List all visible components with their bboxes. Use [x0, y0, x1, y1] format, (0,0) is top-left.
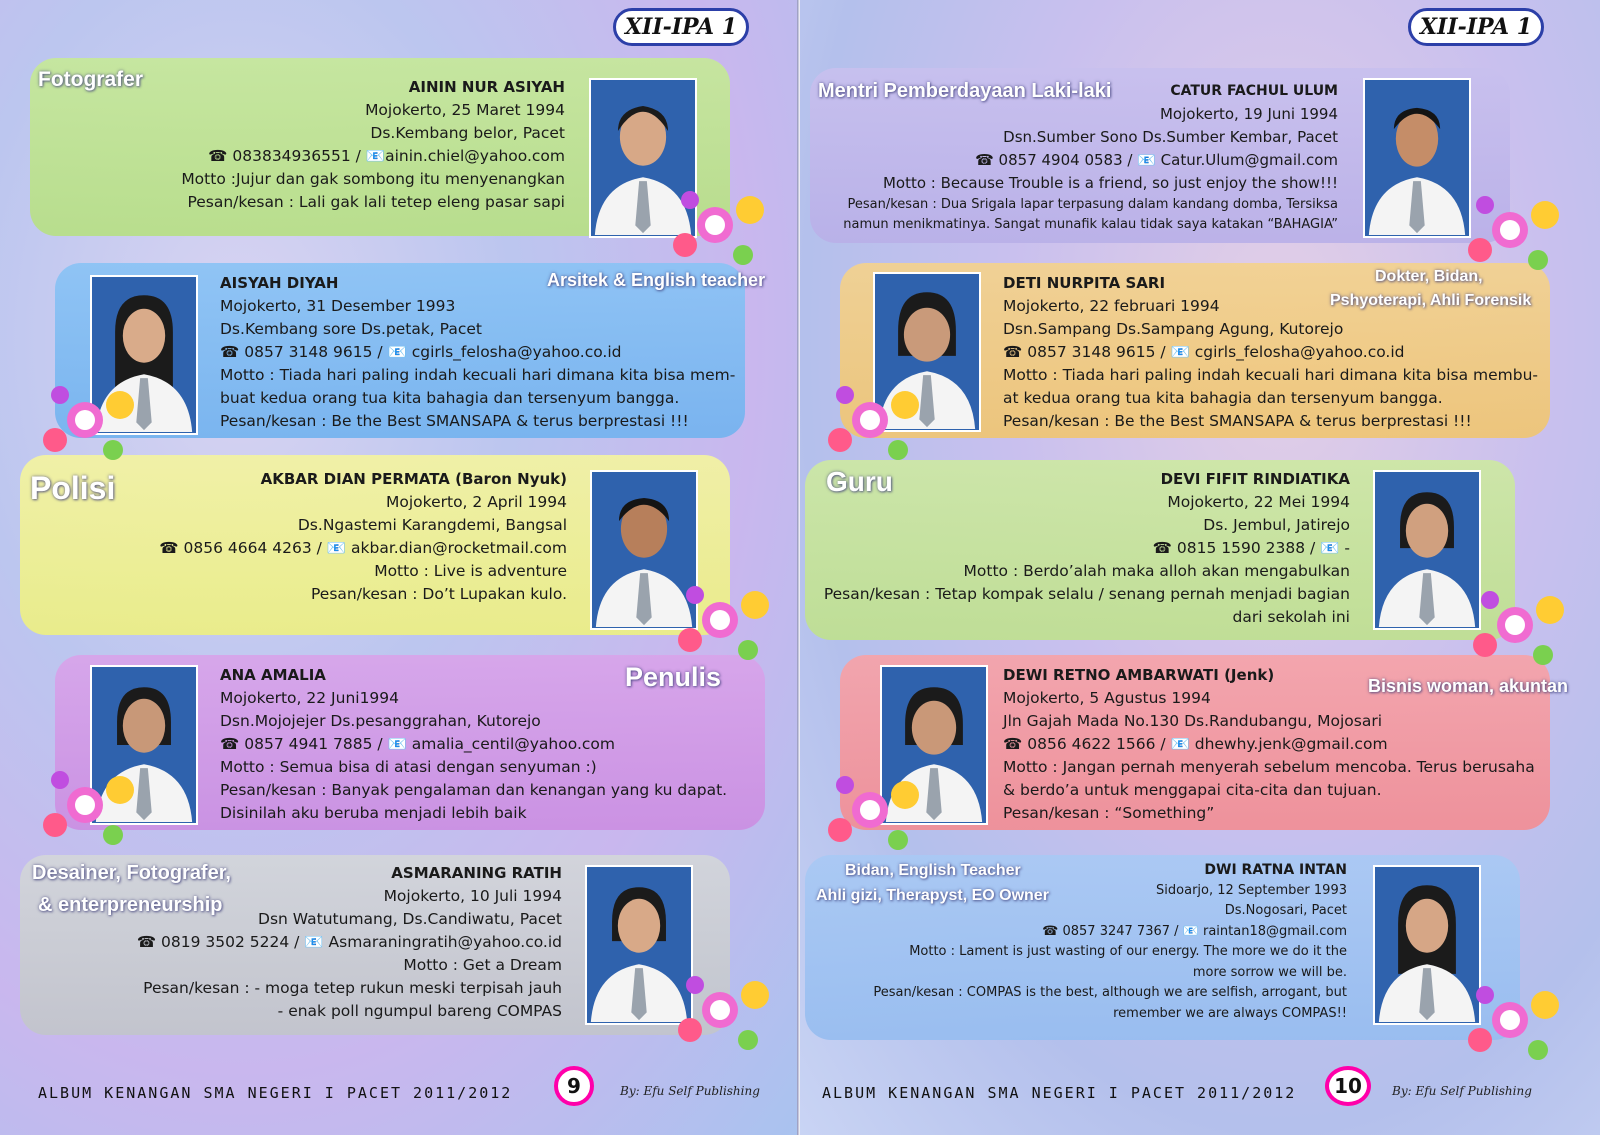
page-number: 9	[554, 1066, 594, 1106]
flower-decoration-icon	[1450, 960, 1570, 1080]
flower-decoration-icon	[25, 745, 145, 865]
career-label-2: Pshyoterapi, Ahli Forensik	[1330, 292, 1532, 309]
student-info	[159, 468, 567, 606]
student-name: DWI RATNA INTAN	[1204, 862, 1347, 878]
student-motto-cont: more sorrow we will be.	[1192, 964, 1347, 980]
student-info	[220, 664, 727, 825]
student-message-cont: dari sekolah ini	[1232, 608, 1350, 626]
student-name: CATUR FACHUL ULUM	[1170, 83, 1338, 99]
student-info	[873, 860, 1347, 1024]
footer-album-title: ALBUM KENANGAN SMA NEGERI I PACET 2011/2012	[822, 1084, 1297, 1102]
career-label-2: Ahli gizi, Therapyst, EO Owner	[816, 887, 1049, 904]
student-birth: Mojokerto, 5 Agustus 1994	[1003, 689, 1211, 707]
student-birth: Mojokerto, 22 februari 1994	[1003, 297, 1220, 315]
student-motto: Motto : Tiada hari paling indah kecuali hari dimana kita bisa mem-	[220, 366, 736, 384]
student-motto-cont: & berdo’a untuk menggapai cita-cita dan tujuan.	[1003, 781, 1382, 799]
student-message-cont: - enak poll ngumpul bareng COMPAS	[277, 1002, 562, 1020]
career-label: Dokter, Bidan,	[1375, 268, 1483, 285]
student-birth: Mojokerto, 22 Mei 1994	[1167, 493, 1350, 511]
career-label: Bisnis woman, akuntan	[1368, 676, 1569, 696]
flower-decoration-icon	[1450, 170, 1570, 290]
flower-decoration-icon	[810, 750, 930, 870]
page-number: 10	[1325, 1066, 1371, 1106]
career-label: Polisi	[30, 470, 116, 506]
student-birth: Mojokerto, 2 April 1994	[386, 493, 567, 511]
student-motto: Motto : Because Trouble is a friend, so just enjoy the show!!!	[882, 174, 1338, 192]
student-birth: Mojokerto, 31 Desember 1993	[220, 297, 456, 315]
student-message: Pesan/kesan : Lali gak lali tetep eleng pasar sapi	[187, 193, 565, 211]
student-name: ANA AMALIA	[220, 666, 326, 684]
student-message: Pesan/kesan : Banyak pengalaman dan kenangan yang ku dapat.	[220, 781, 728, 799]
student-contact: ☎ 0857 4941 7885 / 📧 amalia_centil@yahoo.com	[220, 735, 615, 753]
student-motto-cont: buat kedua orang tua kita bahagia dan tersenyum bangga.	[220, 389, 680, 407]
student-contact: ☎ 0856 4664 4263 / 📧 akbar.dian@rocketmail.com	[159, 539, 567, 557]
flower-decoration-icon	[25, 360, 145, 480]
right-page	[800, 0, 1600, 1135]
student-motto: Motto : Get a Dream	[403, 956, 562, 974]
student-message: Pesan/kesan : Do’t Lupakan kulo.	[311, 585, 567, 603]
student-message-cont: Disinilah aku beruba menjadi lebih baik	[220, 804, 527, 822]
flower-decoration-icon	[1455, 565, 1575, 685]
student-info	[1003, 272, 1538, 433]
student-contact: ☎ 0819 3502 5224 / 📧 Asmaraningratih@yahoo.co.id	[136, 933, 562, 951]
student-address: Dsn Watutumang, Ds.Candiwatu, Pacet	[258, 910, 562, 928]
career-label: Desainer, Fotografer,	[32, 862, 231, 884]
student-name: DEVI FIFIT RINDIATIKA	[1160, 470, 1350, 488]
student-message: Pesan/kesan : - moga tetep rukun meski terpisah jauh	[143, 979, 562, 997]
student-message: Pesan/kesan : Be the Best SMANSAPA & terus berprestasi !!!	[1003, 412, 1472, 430]
student-contact: ☎ 0857 3247 7367 / 📧 raintan18@gmail.com	[1042, 923, 1347, 939]
student-birth: Mojokerto, 10 Juli 1994	[383, 887, 562, 905]
student-address: Dsn.Sumber Sono Ds.Sumber Kembar, Pacet	[1003, 128, 1338, 146]
student-info	[843, 80, 1338, 235]
student-motto: Motto : Jangan pernah menyerah sebelum mencoba. Terus berusaha	[1003, 758, 1535, 776]
student-contact: ☎ 0857 3148 9615 / 📧 cgirls_felosha@yahoo.co.id	[220, 343, 622, 361]
class-badge-label: XII-IPA 1	[1408, 8, 1544, 46]
student-motto: Motto : Lament is just wasting of our energy. The more we do it the	[909, 944, 1347, 959]
student-name: ASMARANING RATIH	[391, 864, 562, 882]
student-info	[1003, 664, 1535, 825]
student-birth: Mojokerto, 22 Juni1994	[220, 689, 400, 707]
student-address: Ds.Nogosari, Pacet	[1224, 903, 1347, 918]
student-name: AKBAR DIAN PERMATA (Baron Nyuk)	[260, 470, 567, 488]
student-contact: ☎ 0815 1590 2388 / 📧 -	[1152, 539, 1350, 557]
class-badge	[1400, 2, 1550, 48]
student-info	[824, 468, 1350, 629]
class-badge	[605, 2, 755, 48]
student-message: Pesan/kesan : Tetap kompak selalu / senang pernah menjadi bagian	[823, 585, 1350, 603]
career-label: Mentri Pemberdayaan Laki-laki	[818, 80, 1112, 102]
student-contact: ☎ 0856 4622 1566 / 📧 dhewhy.jenk@gmail.com	[1003, 735, 1388, 753]
student-name: DETI NURPITA SARI	[1003, 274, 1166, 292]
student-address: Dsn.Mojojejer Ds.pesanggrahan, Kutorejo	[220, 712, 541, 730]
student-contact: ☎ 083834936551 / 📧ainin.chiel@yahoo.com	[208, 147, 565, 165]
publisher-credit: By: Efu Self Publishing	[1392, 1084, 1532, 1098]
flower-decoration-icon	[660, 950, 780, 1070]
student-message: Pesan/kesan : “Something”	[1003, 804, 1215, 822]
student-birth: Mojokerto, 25 Maret 1994	[365, 101, 565, 119]
career-label: Fotografer	[38, 68, 143, 91]
student-birth: Mojokerto, 19 Juni 1994	[1159, 105, 1338, 123]
student-info	[137, 862, 562, 1023]
class-badge-label: XII-IPA 1	[613, 8, 749, 46]
flower-decoration-icon	[810, 360, 930, 480]
student-name: AININ NUR ASIYAH	[408, 78, 565, 96]
student-name: DEWI RETNO AMBARWATI (Jenk)	[1003, 666, 1275, 684]
student-motto: Motto : Live is adventure	[374, 562, 567, 580]
student-contact: ☎ 0857 3148 9615 / 📧 cgirls_felosha@yahoo.co.id	[1003, 343, 1405, 361]
student-name: AISYAH DIYAH	[220, 274, 339, 292]
student-message: Pesan/kesan : Be the Best SMANSAPA & terus berprestasi !!!	[220, 412, 689, 430]
student-motto: Motto : Berdo’alah maka alloh akan mengabulkan	[963, 562, 1350, 580]
student-motto: Motto : Tiada hari paling indah kecuali hari dimana kita bisa membu-	[1003, 366, 1538, 384]
student-address: Ds.Kembang belor, Pacet	[370, 124, 565, 142]
flower-decoration-icon	[660, 560, 780, 680]
student-motto-cont: at kedua orang tua kita bahagia dan tersenyum bangga.	[1003, 389, 1443, 407]
student-message-cont: remember we are always COMPAS!!	[1113, 1005, 1347, 1021]
student-message-cont: namun menikmatinya. Sangat munafik kalau tidak saya katakan “BAHAGIA”	[843, 217, 1338, 232]
student-address: Ds.Kembang sore Ds.petak, Pacet	[220, 320, 482, 338]
student-message: Pesan/kesan : COMPAS is the best, although we are selfish, arrogant, but	[873, 985, 1347, 1000]
publisher-credit: By: Efu Self Publishing	[620, 1084, 760, 1098]
student-info	[181, 76, 565, 214]
student-motto: Motto :Jujur dan gak sombong itu menyenangkan	[181, 170, 565, 188]
footer-album-title: ALBUM KENANGAN SMA NEGERI I PACET 2011/2012	[38, 1084, 513, 1102]
career-label: Arsitek & English teacher	[547, 270, 766, 290]
career-label: Bidan, English Teacher	[845, 862, 1021, 879]
student-address: Jln Gajah Mada No.130 Ds.Randubangu, Mojosari	[1003, 712, 1383, 730]
student-birth: Sidoarjo, 12 September 1993	[1156, 882, 1347, 898]
career-label-2: & enterpreneurship	[38, 894, 223, 916]
student-address: Ds.Ngastemi Karangdemi, Bangsal	[297, 516, 567, 534]
student-address: Dsn.Sampang Ds.Sampang Agung, Kutorejo	[1003, 320, 1344, 338]
career-label: Guru	[826, 466, 893, 497]
student-motto: Motto : Semua bisa di atasi dengan senyuman :)	[220, 758, 597, 776]
career-label: Penulis	[625, 662, 722, 692]
flower-decoration-icon	[655, 165, 775, 285]
student-message: Pesan/kesan : Dua Srigala lapar terpasung dalam kandang domba, Tersiksa	[847, 197, 1338, 212]
student-info	[220, 272, 735, 433]
student-contact: ☎ 0857 4904 0583 / 📧 Catur.Ulum@gmail.com	[975, 151, 1338, 169]
student-address: Ds. Jembul, Jatirejo	[1203, 516, 1350, 534]
